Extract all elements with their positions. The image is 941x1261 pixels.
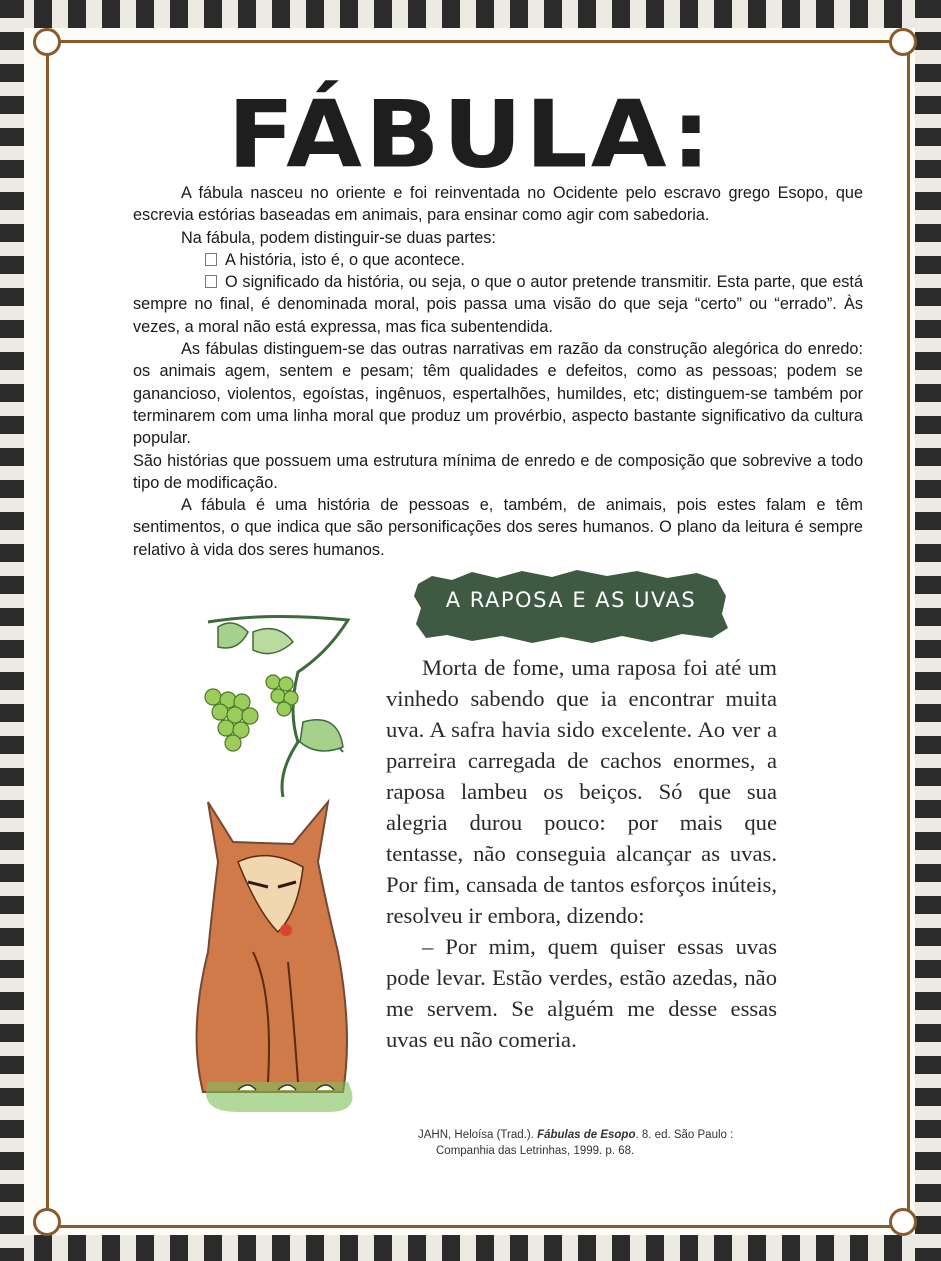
checkbox-icon — [205, 275, 217, 288]
page-title: FÁBULA: — [227, 80, 714, 190]
bullet-item — [133, 249, 863, 271]
frame-corner-ornament — [33, 1208, 61, 1236]
bullet-text: O significado da história, ou seja, o que o autor pretende transmitir. Esta parte, que está sempre no final, é denominada moral, pois passa uma visão do que seja “certo” ou “errado”. Às vezes, a moral não está expressa, mas fica subentendida. — [133, 273, 863, 336]
checkered-border-top — [0, 0, 941, 28]
intro-paragraph: A fábula é uma história de pessoas e, também, de animais, pois estes falam e têm sentimentos, o que indica que são personificações dos seres humanos. O plano da leitura é sempre relativo à vida dos seres humanos. — [133, 496, 863, 559]
story-paragraph: Morta de fome, uma raposa foi até um vinhedo sabendo que ia encontrar muita uva. A safra havia sido excelente. Ao ver a parreira carregada de cachos enormes, a raposa lambeu os beiços. Só que sua alegria durou pouco: por mais que tentasse, não conseguia alcançar as uvas. Por fim, cansada de tantos esforços inúteis, resolveu ir embora, dizendo: — [386, 655, 777, 928]
intro-paragraph: A fábula nasceu no oriente e foi reinventada no Ocidente pelo escravo grego Esopo, que escrevia estórias baseadas em animais, para ensinar como agir com sabedoria. — [133, 184, 863, 225]
citation — [418, 1127, 798, 1159]
story-text — [386, 652, 777, 1055]
intro-paragraph: As fábulas distinguem-se das outras narrativas em razão da construção alegórica do enredo: os animais agem, sentem e pesam; têm qualidades e defeitos, como as pessoas; podem se ganancioso, violentos, egoístas, ingênuos, espertalhões, humildes, etc; distinguem-se também por terminarem com uma linha moral que produz um provérbio, aspecto bastante significativo da cultura popular. — [133, 340, 863, 448]
frame-corner-ornament — [889, 28, 917, 56]
story-paragraph: – Por mim, quem quiser essas uvas pode levar. Estão verdes, estão azedas, não me servem. Se alguém me desse essas uvas eu não comeria. — [386, 934, 777, 1052]
grapevine-icon — [205, 616, 348, 797]
frame-corner-ornament — [889, 1208, 917, 1236]
fox-and-grapes-illustration — [178, 612, 368, 1132]
checkbox-icon — [205, 253, 217, 266]
intro-text — [133, 182, 863, 561]
frame-corner-ornament — [33, 28, 61, 56]
bullet-text: A história, isto é, o que acontece. — [225, 250, 465, 269]
citation-prefix: JAHN, Heloísa (Trad.). — [418, 1129, 538, 1141]
citation-book-title: Fábulas de Esopo — [537, 1129, 636, 1141]
story-title: A RAPOSA E AS UVAS — [445, 588, 697, 612]
citation-suffix: . 8. ed. São Paulo : — [635, 1129, 734, 1141]
intro-paragraph: São histórias que possuem uma estrutura mínima de enredo e de composição que sobrevive a todo tipo de modificação. — [133, 451, 863, 492]
bullet-item — [133, 271, 863, 338]
citation-line-2: Companhia das Letrinhas, 1999. p. 68. — [436, 1145, 635, 1157]
checkered-border-bottom — [0, 1235, 941, 1261]
intro-paragraph: Na fábula, podem distinguir-se duas partes: — [181, 228, 496, 247]
citation-line-1 — [418, 1127, 798, 1143]
fox-icon — [197, 802, 353, 1112]
